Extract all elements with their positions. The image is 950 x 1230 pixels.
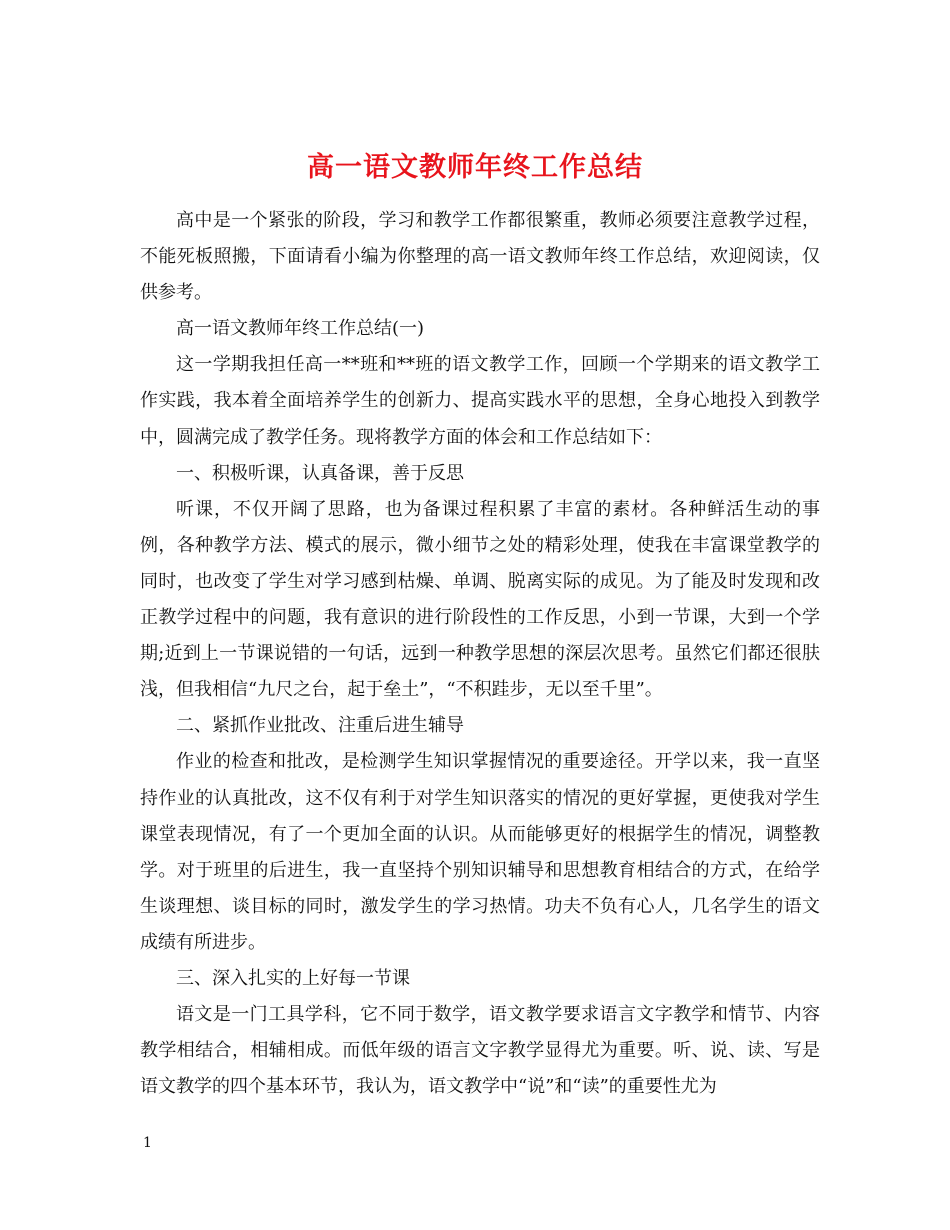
intro-paragraph: 高中是一个紧张的阶段，学习和教学工作都很繁重，教师必须要注意教学过程，不能死板照搬，下面请看小编为你整理的高一语文教师年终工作总结，欢迎阅读，仅供参考。	[140, 210, 820, 304]
section-heading-1: 一、积极听课，认真备课，善于反思	[176, 462, 464, 484]
document-title: 高一语文教师年终工作总结	[307, 152, 643, 184]
section-heading-2: 二、紧抓作业批改、注重后进生辅导	[176, 715, 464, 737]
section-heading-3: 三、深入扎实的上好每一节课	[176, 967, 410, 989]
section-3-paragraph: 语文是一门工具学科，它不同于数学，语文教学要求语言文字教学和情节、内容教学相结合，相辅相成。而低年级的语言文字教学显得尤为重要。听、说、读、写是语文教学的四个基本环节，我认为，语文教学中“说”和“读”的重要性尤为	[140, 1004, 820, 1098]
document-body	[140, 203, 820, 1105]
page-number: 1	[143, 1135, 152, 1151]
overview-paragraph: 这一学期我担任高一**班和**班的语文教学工作，回顾一个学期来的语文教学工作实践，我本着全面培养学生的创新力、提高实践水平的思想，全身心地投入到教学中，圆满完成了教学任务。现将教学方面的体会和工作总结如下：	[140, 354, 820, 448]
section-1-paragraph: 听课，不仅开阔了思路，也为备课过程积累了丰富的素材。各种鲜活生动的事例，各种教学方法、模式的展示，微小细节之处的精彩处理，使我在丰富课堂教学的同时，也改变了学生对学习感到枯燥、单调、脱离实际的成见。为了能及时发现和改正教学过程中的问题，我有意识的进行阶段性的工作反思，小到一节课，大到一个学期;近到上一节课说错的一句话，远到一种教学思想的深层次思考。虽然它们都还很肤浅，但我相信“九尺之台，起于垒土”，“不积跬步，无以至千里”。	[140, 498, 820, 701]
section-heading-summary-one: 高一语文教师年终工作总结(一)	[176, 318, 425, 340]
section-2-paragraph: 作业的检查和批改，是检测学生知识掌握情况的重要途径。开学以来，我一直坚持作业的认真批改，这不仅有利于对学生知识落实的情况的更好掌握，更使我对学生课堂表现情况，有了一个更加全面的认识。从而能够更好的根据学生的情况，调整教学。对于班里的后进生，我一直坚持个别知识辅导和思想教育相结合的方式，在给学生谈理想、谈目标的同时，激发学生的学习热情。功夫不负有心人，几名学生的语文成绩有所进步。	[140, 751, 820, 953]
